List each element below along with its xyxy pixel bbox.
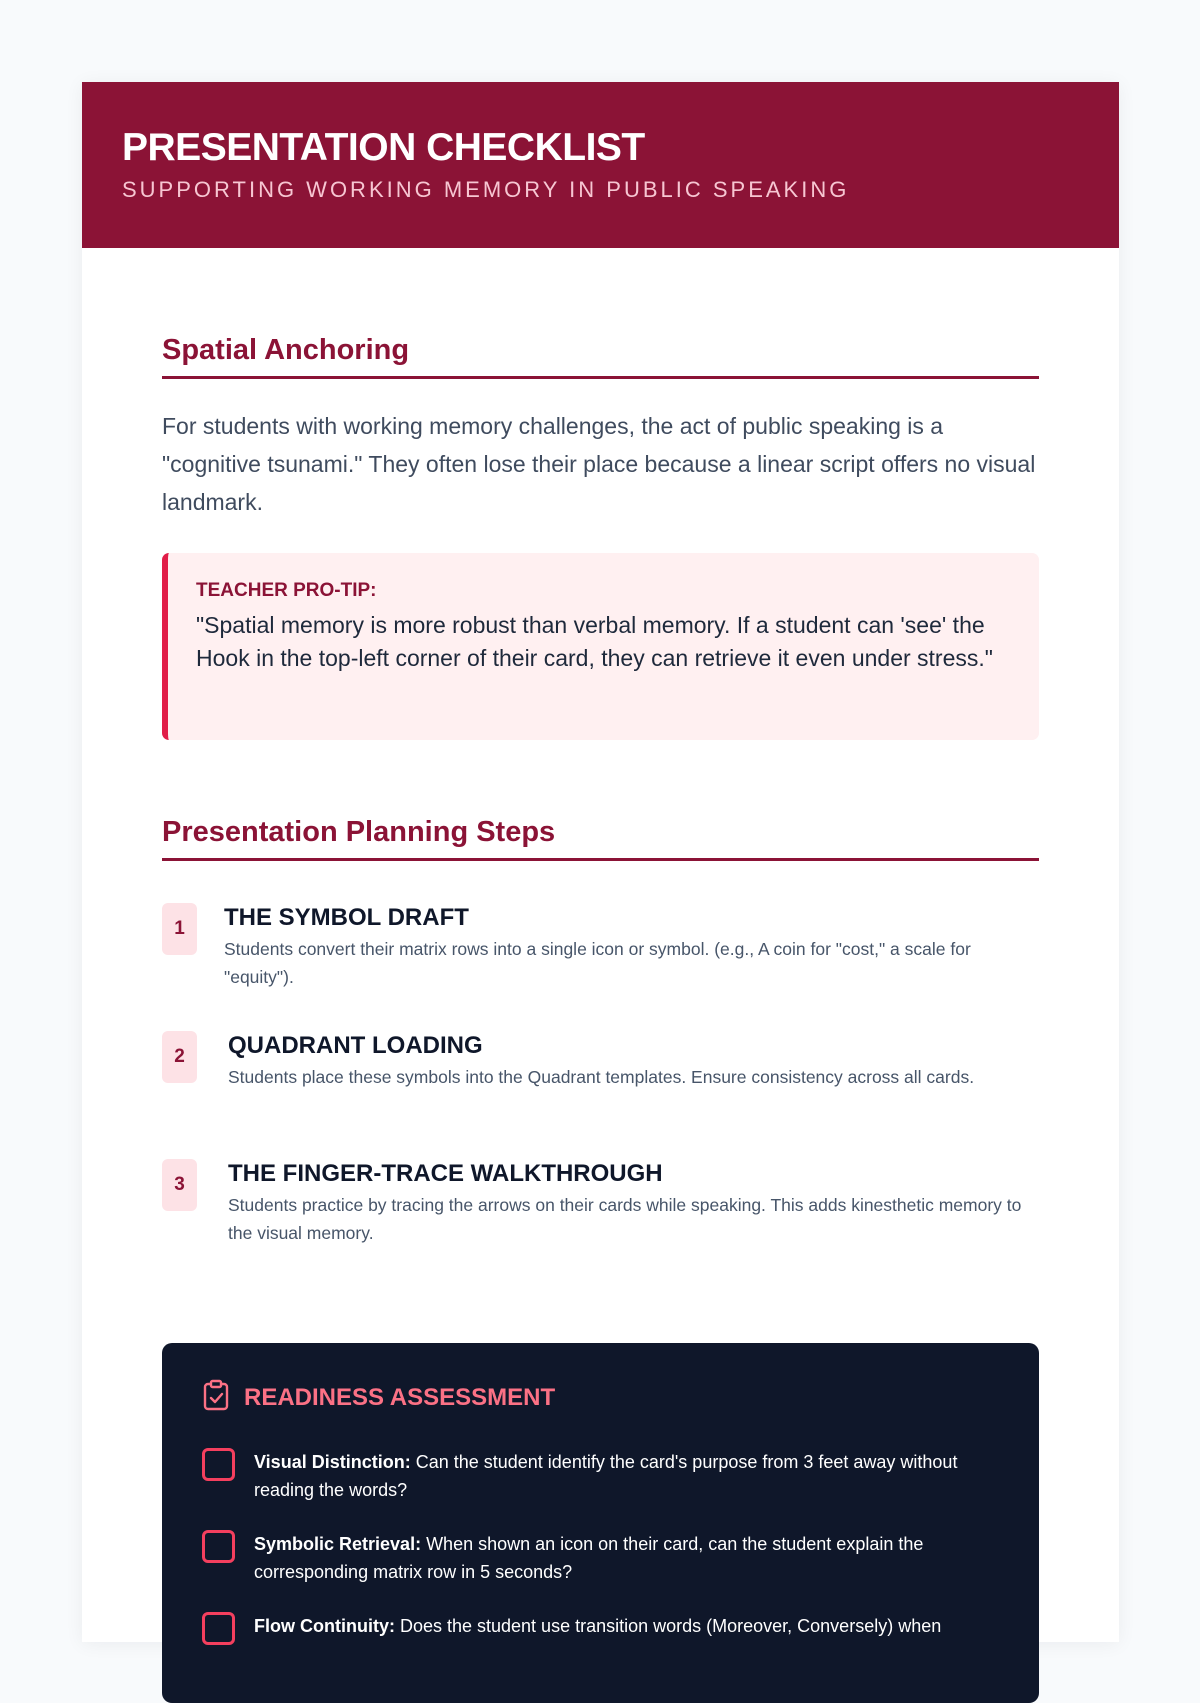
step-title: THE FINGER-TRACE WALKTHROUGH: [228, 1160, 663, 1187]
assessment-title: READINESS ASSESSMENT: [244, 1383, 556, 1411]
section-title-planning-steps: Presentation Planning Steps: [162, 814, 1039, 861]
assessment-header: [202, 1379, 999, 1416]
checklist-page: [82, 82, 1119, 1642]
checklist-item-description: Can the student identify the card's purpose from 3 feet away without reading the words?: [254, 1452, 958, 1500]
step-description: Students practice by tracing the arrows on their cards while speaking. This adds kinesthetic memory to the visual memory.: [228, 1195, 1022, 1243]
step-title: QUADRANT LOADING: [228, 1032, 483, 1059]
assessment-checklist: [202, 1448, 999, 1645]
section-title-spatial-anchoring: Spatial Anchoring: [162, 332, 1039, 379]
tip-label: TEACHER PRO-TIP:: [196, 580, 377, 601]
step-number-badge: 3: [162, 1159, 197, 1211]
intro-paragraph: For students with working memory challenges, the act of public speaking is a "cognitive tsunami." They often lose their place because a linear script offers no visual landmark.: [162, 413, 1036, 515]
page-title: PRESENTATION CHECKLIST: [122, 126, 645, 169]
clipboard-check-icon: [202, 1379, 230, 1416]
page-subtitle: SUPPORTING WORKING MEMORY IN PUBLIC SPEAKING: [122, 177, 850, 202]
step-number-badge: 1: [162, 903, 197, 955]
teacher-tip-callout: [162, 553, 1039, 740]
step-body: [228, 1031, 974, 1091]
checklist-item-text: [254, 1448, 999, 1504]
checklist-item-text: [254, 1530, 999, 1586]
page-header: [82, 82, 1119, 248]
checklist-item-description: When shown an icon on their card, can the student explain the corresponding matrix row in 5 seconds?: [254, 1534, 924, 1582]
readiness-assessment-panel: [162, 1343, 1039, 1703]
step-description: Students convert their matrix rows into a single icon or symbol. (e.g., A coin for "cost," a scale for "equity").: [224, 939, 971, 987]
checkbox[interactable]: [202, 1612, 235, 1645]
step-title: THE SYMBOL DRAFT: [224, 904, 469, 931]
checklist-item: [202, 1448, 999, 1504]
tip-quote: "Spatial memory is more robust than verbal memory. If a student can 'see' the Hook in the top-left corner of their card, they can retrieve it even under stress.": [196, 612, 993, 671]
checklist-item-term: Symbolic Retrieval:: [254, 1534, 422, 1554]
step-description: Students place these symbols into the Quadrant templates. Ensure consistency across all cards.: [228, 1067, 975, 1087]
step-item: [162, 903, 1039, 1031]
checklist-item-term: Flow Continuity:: [254, 1616, 395, 1636]
checklist-item: [202, 1530, 999, 1586]
step-body: [224, 903, 1039, 991]
step-item: [162, 1159, 1039, 1287]
checklist-item-term: Visual Distinction:: [254, 1452, 411, 1472]
page-content: [82, 332, 1119, 1703]
step-item: [162, 1031, 1039, 1159]
checklist-item-description: Does the student use transition words (Moreover, Conversely) when: [394, 1616, 942, 1636]
step-body: [228, 1159, 1039, 1247]
checklist-item-text: [254, 1612, 941, 1640]
step-number-badge: 2: [162, 1031, 197, 1083]
steps-list: [162, 903, 1039, 1287]
checklist-item: [202, 1612, 999, 1645]
checkbox[interactable]: [202, 1530, 235, 1563]
checkbox[interactable]: [202, 1448, 235, 1481]
